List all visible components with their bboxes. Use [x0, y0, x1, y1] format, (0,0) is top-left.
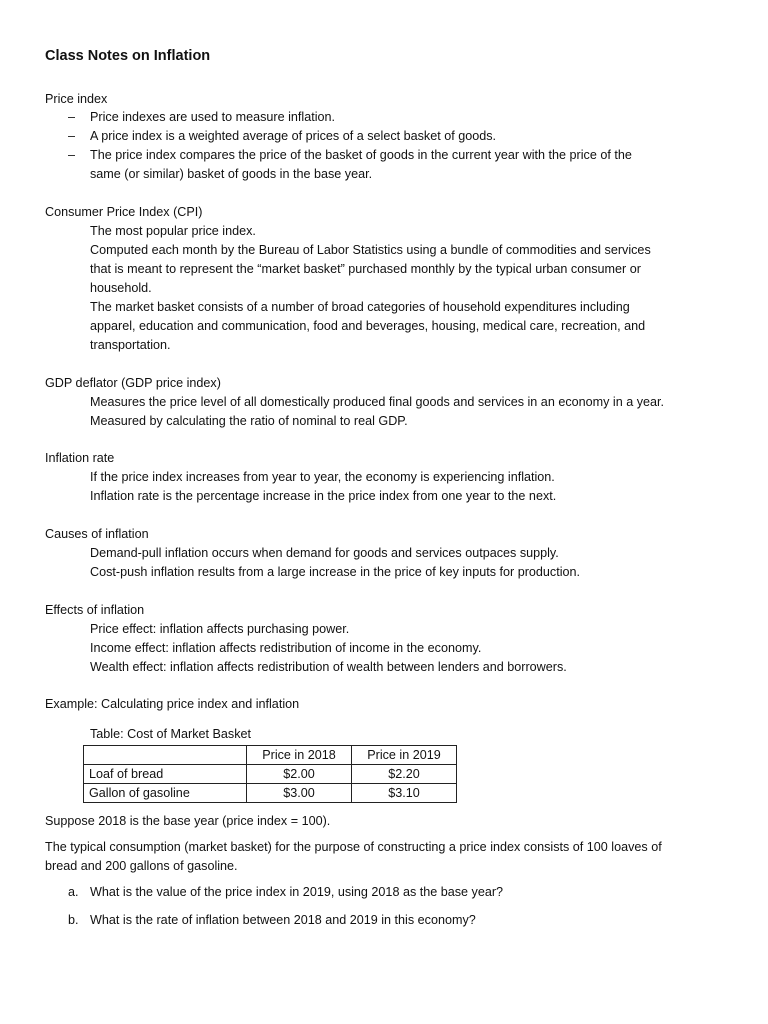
inflation-rate-line: Inflation rate is the percentage increase in the price index from one year to the next. [90, 489, 557, 503]
cpi-line: The market basket consists of a number of broad categories of household expenditures including [90, 300, 630, 314]
table-cell: $2.20 [352, 765, 457, 784]
effects-line: Wealth effect: inflation affects redistribution of wealth between lenders and borrowers. [90, 660, 567, 674]
consumption-paragraph-line: The typical consumption (market basket) for the purpose of constructing a price index consists of 100 loaves of [45, 840, 662, 854]
base-year-note: Suppose 2018 is the base year (price index = 100). [45, 814, 331, 828]
table-cell: $3.00 [247, 784, 352, 803]
table-header-row [84, 746, 457, 765]
causes-line: Cost-push inflation results from a large increase in the price of key inputs for production. [90, 565, 581, 579]
table-caption: Table: Cost of Market Basket [90, 727, 251, 741]
table-header-cell: Price in 2019 [352, 746, 457, 765]
question-text: What is the value of the price index in 2019, using 2018 as the base year? [90, 885, 504, 899]
section-heading-price-index: Price index [45, 92, 108, 106]
effects-line: Income effect: inflation affects redistribution of income in the economy. [90, 641, 482, 655]
cpi-line: that is meant to represent the “market basket” purchased monthly by the typical urban consumer or [90, 262, 641, 276]
table-header-cell: Price in 2018 [247, 746, 352, 765]
bullet-text: Price indexes are used to measure inflation. [90, 110, 336, 124]
gdp-deflator-line: Measures the price level of all domestically produced final goods and services in an economy in a year. [90, 395, 665, 409]
table-cell: $3.10 [352, 784, 457, 803]
section-heading-inflation-rate: Inflation rate [45, 451, 115, 465]
question-label: a. [68, 885, 79, 899]
table-cell: Loaf of bread [84, 765, 247, 784]
bullet-text: A price index is a weighted average of prices of a select basket of goods. [90, 129, 497, 143]
section-heading-causes: Causes of inflation [45, 527, 149, 541]
bullet-text-continued: same (or similar) basket of goods in the base year. [90, 167, 373, 181]
table-header-cell [84, 746, 247, 765]
dash-bullet: – [68, 110, 76, 124]
table-row [84, 784, 457, 803]
section-heading-effects: Effects of inflation [45, 603, 145, 617]
cpi-line: The most popular price index. [90, 224, 256, 238]
dash-bullet: – [68, 148, 76, 162]
table-row [84, 765, 457, 784]
section-heading-example: Example: Calculating price index and inflation [45, 697, 300, 711]
section-heading-gdp-deflator: GDP deflator (GDP price index) [45, 376, 221, 390]
table-cell: Gallon of gasoline [84, 784, 247, 803]
dash-bullet: – [68, 129, 76, 143]
cpi-line: apparel, education and communication, food and beverages, housing, medical care, recreation, and [90, 319, 646, 333]
cpi-line: Computed each month by the Bureau of Labor Statistics using a bundle of commodities and services [90, 243, 651, 257]
consumption-paragraph-line: bread and 200 gallons of gasoline. [45, 859, 238, 873]
gdp-deflator-line: Measured by calculating the ratio of nominal to real GDP. [90, 414, 408, 428]
page-title: Class Notes on Inflation [45, 48, 211, 64]
section-heading-cpi: Consumer Price Index (CPI) [45, 205, 203, 219]
question-label: b. [68, 913, 79, 927]
causes-line: Demand-pull inflation occurs when demand for goods and services outpaces supply. [90, 546, 559, 560]
bullet-text: The price index compares the price of the basket of goods in the current year with the price of the [90, 148, 632, 162]
question-text: What is the rate of inflation between 2018 and 2019 in this economy? [90, 913, 476, 927]
table-cell: $2.00 [247, 765, 352, 784]
cpi-line: household. [90, 281, 152, 295]
cpi-line: transportation. [90, 338, 171, 352]
effects-line: Price effect: inflation affects purchasing power. [90, 622, 350, 636]
inflation-rate-line: If the price index increases from year to year, the economy is experiencing inflation. [90, 470, 555, 484]
market-basket-table [83, 745, 457, 803]
